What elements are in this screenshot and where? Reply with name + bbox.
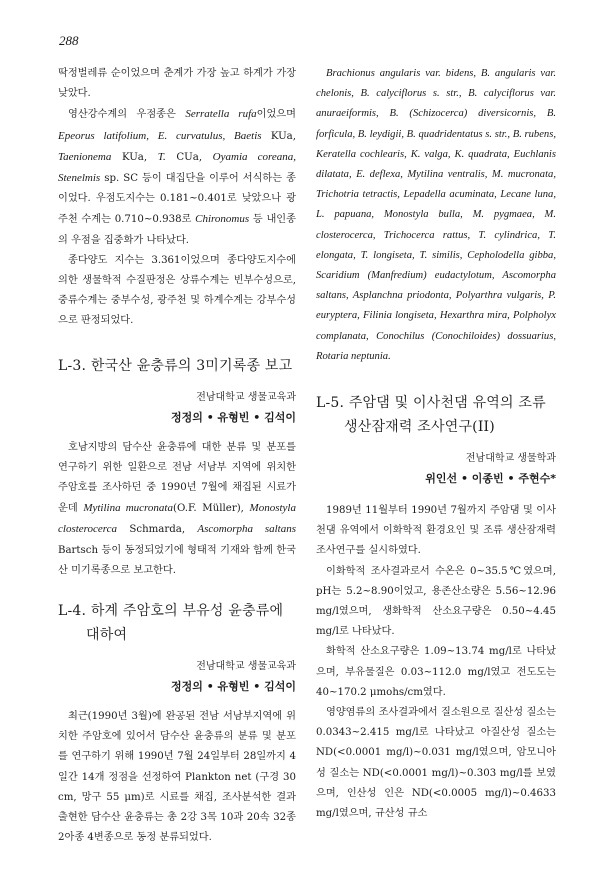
paragraph: 딱정벌레류 순이었으며 춘계가 가장 높고 하계가 가장 낮았다. [58,68,296,100]
section-title-l5: L-5. 주암댐 및 이사천댐 유역의 조류 생산잠재력 조사연구(II) [316,395,546,436]
section-title-l4: L-4. 하계 주암호의 부유성 윤충류에 대하여 [58,603,284,644]
authors: 정정의 • 유형빈 • 김석이 [170,680,296,694]
species-list: Brachionus angularis var. bidens, B. angularis var. chelonis, B. calyciflorus s. str., B. calyciflorus var. anuraeiformis, B. (Schizocerca) diversicornis, B. forficula, B. leydigii, B. quadridentatus s. str., B. rubens, Keratella cochlearis, K. valga, K. quadrata, Euchlanis dilatata, E. deflexa, Mytilina ventralis, M. mucronata, Trichotria tetractis, Lepadella acuminata, Lecane luna, L. papuana, Monostyla bulla, M. pygmaea, M. closterocerca, Trichocerca rattus, T. cylindrica, T. elongata, T. longiseta, T. similis, Cepholodella gibba, Scaridium (Manfredium) eudactylotum, Ascomorpha saltans, Asplanchna priodonta, Polyarthra vulgaris, P. euryptera, Filinia longiseta, Hexarthra mira, Polpholyx complanata, Conochilus (Conochiloides) dossuarius, Rotaria neptunia. [316,68,556,362]
right-column [316,64,556,824]
paragraph: 최근(1990년 3월)에 완공된 전남 서남부지역에 위치한 주암호에 있어서 담수산 윤충류의 분류 및 분포를 연구하기 위해 1990년 7월 24일부터 28일까지 4일간 14개 정점을 선정하여 Plankton net (구경 30 cm, 망구 55 μm)로 시료를 채집, 조사분석한 결과 출현한 담수산 윤충류는 총 2강 3목 10과 20속 32종 2아종 4변종으로 동정 분류되었다. [58,711,296,844]
paragraph: 1989년 11월부터 1990년 7월까지 주암댐 및 이사천댐 유역에서 이화학적 환경요인 및 조류 생산잠재력 조사연구를 실시하였다. [316,505,556,557]
section-title-l3: L-3. 한국산 윤충류의 3미기록종 보고 [58,357,293,374]
paragraph: 이화학적 조사결과로서 수온은 0~35.5℃였으며, pH는 5.2~8.90이었고, 용존산소량은 5.56~12.96 mg/l였으며, 생화학적 산소요구량은 0.50~4.45 mg/l로 나타났다. [316,565,556,638]
affiliation: 전남대학교 생물교육과 [196,661,296,673]
paragraph: 호남지방의 담수산 윤충류에 대한 분류 및 분포를 연구하기 위한 일환으로 전남 서남부 지역에 위치한 주암호를 조사하던 중 1990년 7월에 채집된 시료가운데 Mytilina mucronata(O.F. Müller), Monostyla closterocerca Schmarda, Ascomorpha saltans Bartsch 등이 동정되었기에 형태적 기재와 함께 한국산 미기록종으로 보고한다. [58,441,296,576]
paragraph: 영양염류의 조사결과에서 질소원으로 질산성 질소는 0.0343~2.415 mg/l로 나타났고 아질산성 질소는 ND(<0.0001 mg/l)~0.031 mg/l였으며, 암모니아성 질소는 ND(<0.0001 mg/l)~0.303 mg/l를 보였으며, 인산성 인은 ND(<0.0005 mg/l)~0.4633 mg/l였으며, 규산성 규소 [316,707,556,820]
page-number: 288 [59,33,79,48]
affiliation: 전남대학교 생물교육과 [196,391,296,403]
paragraph: 종다양도 지수는 3.361이었으며 종다양도지수에 의한 생물학적 수질판정은 상류수계는 빈부수성으로, 중류수계는 중부수성, 광주천 및 하계수계는 강부수성으로 판정되었다. [58,254,296,327]
authors: 위인선 • 이종빈 • 주현수* [425,472,556,486]
paragraph: 영산강수계의 우점종은 Serratella rufa이었으며 Epeorus latifolium, E. curvatulus, Baetis KUa, Taenionema KUa, T. CUa, Oyamia coreana, Stenelmis sp. SC 등이 대집단을 이루어 서식하는 종이었다. 우점도지수는 0.181~0.401로 낮았으나 광주천 수계는 0.710~0.938로 Chironomus 등 내인종의 우점을 집중화가 나타났다. [58,108,296,246]
paragraph: 화학적 산소요구량은 1.09~13.74 mg/l로 나타났으며, 부유물질은 0.03~112.0 mg/l였고 전도도는 40~170.2 μmohs/cm였다. [316,646,556,698]
affiliation: 전남대학교 생물학과 [465,453,556,465]
authors: 정정의 • 유형빈 • 김석이 [170,410,296,424]
left-column [58,64,296,848]
